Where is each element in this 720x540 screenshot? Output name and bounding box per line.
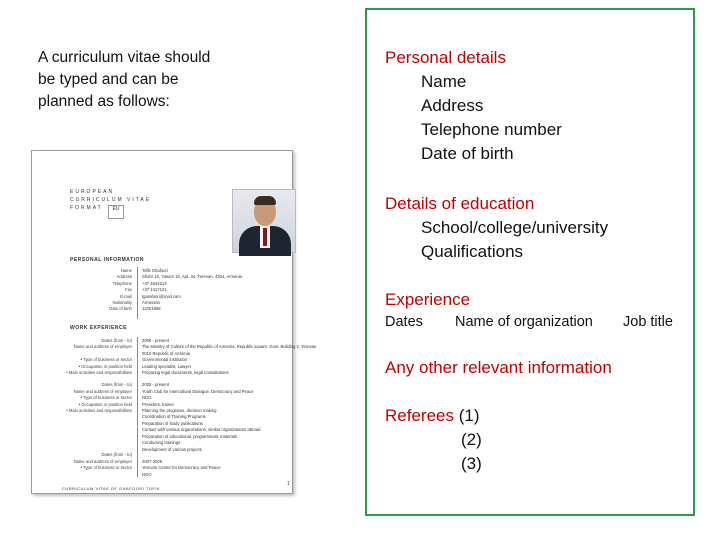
cv-label: Name and address of employer bbox=[73, 388, 132, 394]
intro-line: planned as follows: bbox=[38, 93, 170, 110]
cv-outline-box bbox=[365, 8, 695, 516]
cv-value: +37 4417121 bbox=[142, 287, 167, 293]
heading-experience: Experience bbox=[385, 290, 471, 309]
cv-value: 0010 Republic of Armenia bbox=[142, 350, 190, 356]
cv-label: Name bbox=[120, 268, 132, 273]
cv-value: 2006 - present bbox=[142, 338, 170, 343]
cv-page-number: 1 bbox=[287, 481, 290, 487]
cv-label: Name and address of employer bbox=[73, 344, 132, 350]
cv-label: • Occupation or position held bbox=[78, 363, 132, 369]
cv-label: • Occupation or position held bbox=[78, 401, 132, 407]
cv-value: 2007-2009 bbox=[142, 458, 163, 464]
cv-value: Preparation of educational, programmatic materials bbox=[142, 433, 237, 439]
cv-value: Youth Club for intercultural Dialogue, Democracy and Peace bbox=[142, 388, 254, 394]
cv-value: Tofik Ghafoori bbox=[142, 268, 168, 273]
item-qualifications: Qualifications bbox=[421, 242, 524, 261]
item-date-of-birth: Date of birth bbox=[421, 144, 514, 163]
cv-label: • Type of business or sector bbox=[80, 357, 132, 363]
cv-divider bbox=[137, 267, 138, 319]
intro-line: be typed and can be bbox=[38, 71, 179, 88]
cv-label: • Main activities and responsibilities bbox=[66, 408, 132, 414]
cv-label: E-mail bbox=[120, 293, 132, 299]
cv-exp-labels bbox=[62, 338, 132, 472]
col-organization: Name of organization bbox=[455, 314, 593, 330]
cv-sample-image bbox=[31, 150, 317, 494]
heading-education: Details of education bbox=[385, 194, 535, 213]
cv-value: President, trainer bbox=[142, 401, 174, 407]
cv-value: NGO bbox=[142, 395, 152, 401]
item-address: Address bbox=[421, 96, 484, 115]
col-job-title: Job title bbox=[623, 314, 673, 330]
heading-other-information: Any other relevant information bbox=[385, 358, 612, 377]
item-telephone: Telephone number bbox=[421, 120, 562, 139]
item-name: Name bbox=[421, 72, 467, 91]
cv-divider bbox=[137, 337, 138, 477]
cv-label: Telephone bbox=[112, 280, 132, 286]
heading-personal-details: Personal details bbox=[385, 48, 506, 67]
referee-3: (3) bbox=[461, 454, 482, 473]
cv-value: Development of various projects bbox=[142, 446, 202, 452]
referee-1: (1) bbox=[458, 406, 480, 425]
heading-referees bbox=[385, 404, 480, 428]
cv-value: The Ministry of Culture of the Republic of Armenia, Republic square, Govt. Building 2, Yerevan bbox=[142, 344, 317, 350]
cv-value: 12/3/1968 bbox=[142, 306, 161, 312]
cv-label: Nationality bbox=[112, 300, 132, 306]
cv-value: Conducting trainings bbox=[142, 440, 181, 446]
cv-value: +37 4642213 bbox=[142, 280, 167, 286]
cv-value: Yerevan Center for Democracy and Peace bbox=[142, 465, 221, 471]
cv-value: Coordination of Training Programs bbox=[142, 414, 206, 420]
referees-label: Referees bbox=[385, 406, 454, 425]
cv-value: Leading specialist, Lawyer bbox=[142, 363, 192, 369]
cv-label: • Type of business or sector bbox=[80, 465, 132, 471]
cv-photo bbox=[232, 189, 296, 253]
cv-format-line: EUROPEAN bbox=[70, 189, 115, 195]
intro-text bbox=[38, 47, 248, 113]
cv-section-experience: WORK EXPERIENCE bbox=[70, 325, 127, 331]
cv-label: • Type of business or sector bbox=[80, 395, 132, 401]
cv-value: 2005 - present bbox=[142, 382, 170, 388]
cv-label: Date of birth bbox=[109, 306, 132, 312]
cv-value: Planning the programs, decision making bbox=[142, 408, 217, 414]
cv-label: Fax bbox=[125, 287, 132, 293]
cv-personal-labels bbox=[62, 268, 132, 313]
cv-value: NGO bbox=[142, 471, 152, 477]
cv-value: Armenian bbox=[142, 300, 160, 306]
cv-label: Address bbox=[116, 274, 132, 280]
cv-label: Dates (from - to) bbox=[101, 452, 132, 458]
cv-value: Governmental institution bbox=[142, 357, 188, 363]
cv-personal-values bbox=[142, 268, 242, 313]
cv-format-line: CURRICULUM VITAE bbox=[70, 197, 152, 203]
item-school: School/college/university bbox=[421, 218, 609, 237]
cv-value: tgarafoori@mail.com bbox=[142, 293, 181, 299]
cv-label: Dates (from - to) bbox=[101, 338, 132, 343]
cv-exp-values bbox=[142, 338, 317, 478]
cv-value: Preparing legal documents, legal consultations bbox=[142, 370, 229, 376]
cv-label: • Main activities and responsibilities bbox=[66, 370, 132, 376]
cv-value: Contact with various organizations, similar organizations abroad bbox=[142, 427, 261, 433]
cv-value: Shahr 10, Yasam 10, Apt. 44, Yerevan, 4304, Armenia bbox=[142, 274, 242, 280]
cv-format-line: FORMAT bbox=[70, 205, 103, 211]
eu-flag-icon: EU bbox=[108, 205, 124, 219]
cv-footer: CURRICULUM VITAE OF GHAFOORI TOFIK bbox=[62, 486, 161, 491]
intro-line: A curriculum vitae should bbox=[38, 49, 211, 66]
cv-value: Preparation of study publications bbox=[142, 420, 203, 426]
cv-section-personal: PERSONAL INFORMATION bbox=[70, 257, 144, 263]
cv-label: Name and address of employer bbox=[73, 458, 132, 464]
col-dates: Dates bbox=[385, 314, 423, 330]
cv-label: Dates (from - to) bbox=[101, 382, 132, 388]
referee-2: (2) bbox=[461, 430, 482, 449]
